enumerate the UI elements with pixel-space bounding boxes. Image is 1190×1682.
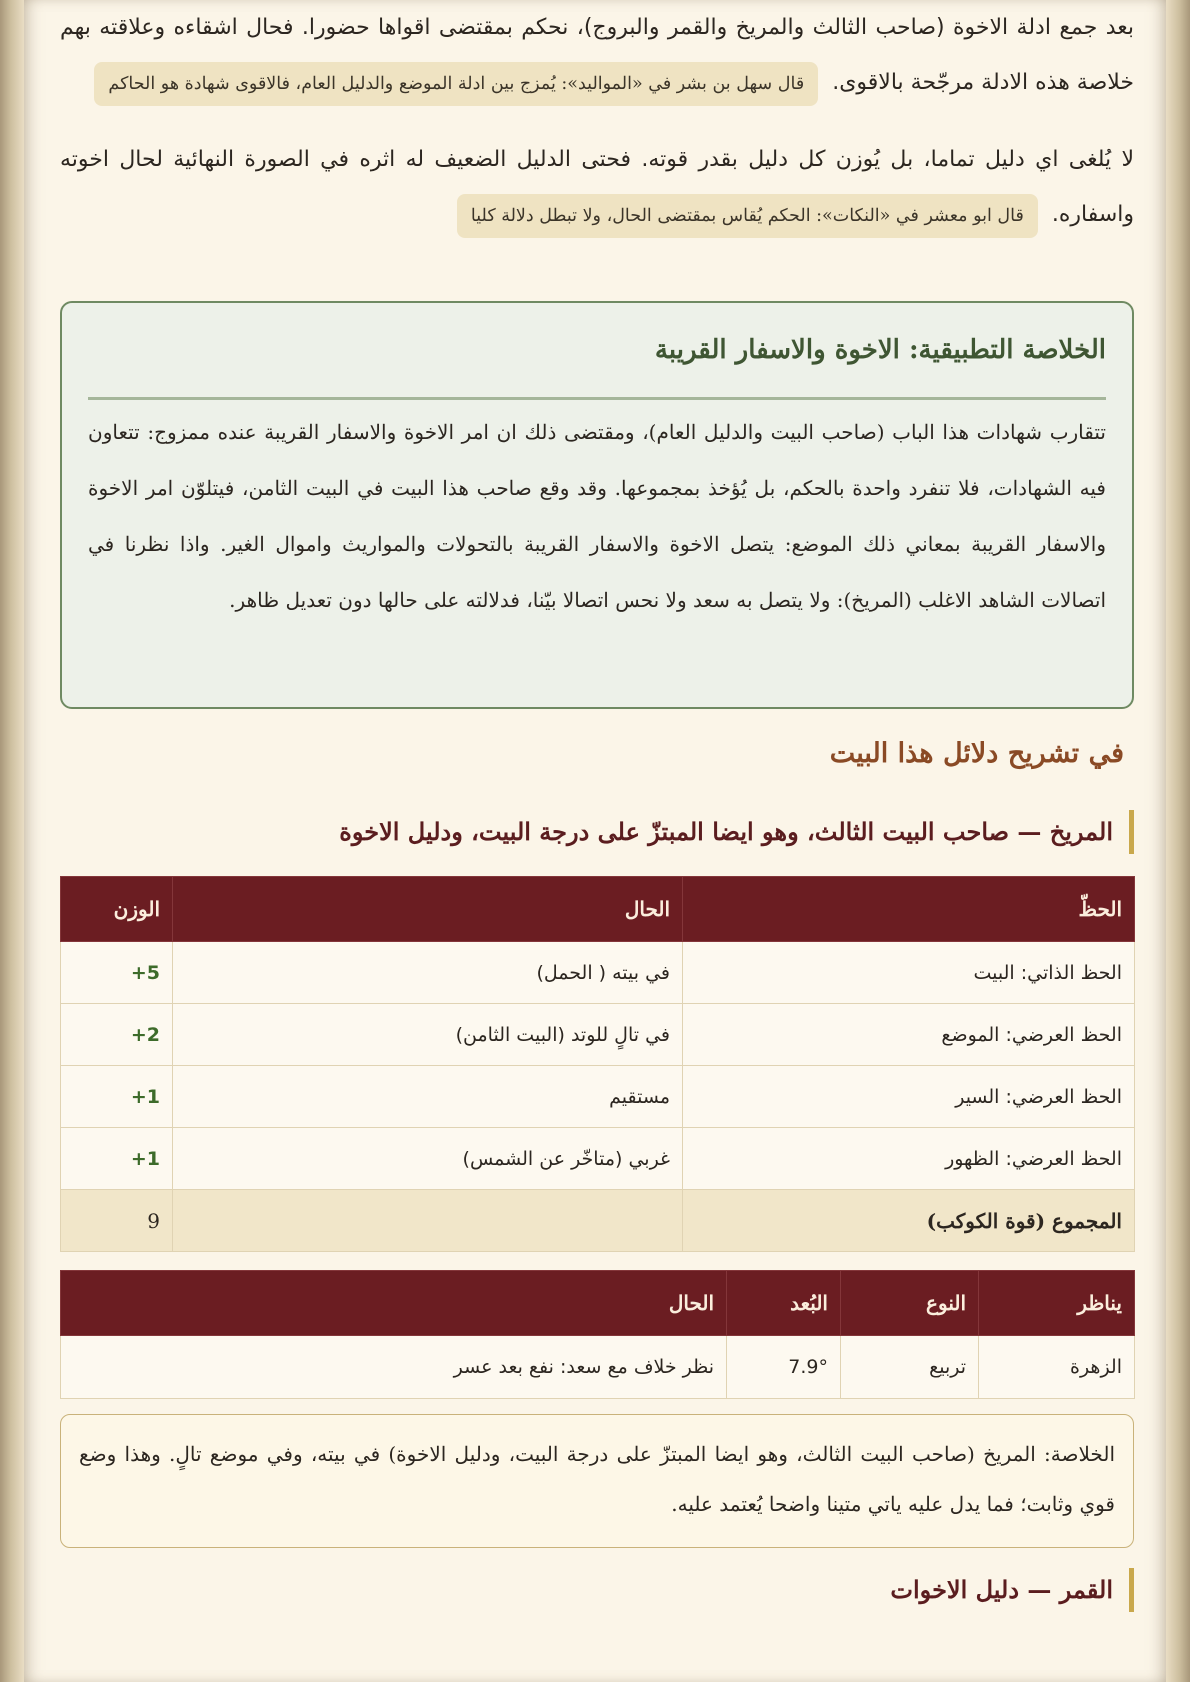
table-row (61, 1336, 1135, 1399)
col-header-aspect-type: النوع (841, 1271, 979, 1336)
col-header-weight: الوزن (61, 877, 173, 942)
col-header-state: الحال (173, 877, 683, 942)
page-edge-right (1166, 0, 1190, 1682)
total-row (61, 1190, 1135, 1252)
summary-title: الخلاصة التطبيقية: الاخوة والاسفار القريبة (654, 335, 1106, 365)
quote-sahl: قال سهل بن بشر في «المواليد»: يُمزج بين ادلة الموضع والدليل العام، فالاقوى شهادة هو الحاكم (94, 62, 818, 106)
dignity-state: مستقيم (173, 1066, 683, 1128)
dignity-weight: 2+ (61, 1004, 173, 1066)
quote-abu-mashar: قال ابو معشر في «النكات»: الحكم يُقاس بمقتضى الحال، ولا تبطل دلالة كليا (457, 194, 1038, 238)
page-content (60, 0, 1134, 1604)
dignity-state: غربي (متاخّر عن الشمس) (173, 1128, 683, 1190)
table-row (61, 1004, 1135, 1066)
summary-body: تتقارب شهادات هذا الباب (صاحب البيت والدليل العام)، ومقتضى ذلك ان امر الاخوة والاسفار القريبة عنده ممزوج: تتعاون فيه الشهادات، فلا تنفرد واحدة بالحكم، بل يُؤخذ بمجموعها. وقد وقع صاحب هذا البيت في البيت الثامن، فيتلوّن امر الاخوة والاسفار القريبة بمعاني ذلك الموضع: يتصل الاخوة والاسفار القريبة بالتحولات والمواريث واموال الغير. واذا نظرنا في اتصالات الشاهد الاغلب (المريخ): ولا يتصل به سعد ولا نحس اتصالا بيّنا، فدلالته على حالها دون تعديل ظاهر. (88, 420, 1106, 612)
moon-heading: القمر — دليل الاخوات (890, 1568, 1134, 1612)
dignity-name: الحظ الذاتي: البيت (683, 942, 1135, 1004)
applied-summary-box (60, 301, 1134, 709)
dignity-state: في تالٍ للوتد (البيت الثامن) (173, 1004, 683, 1066)
mars-strength-table (60, 876, 1135, 1252)
total-value: 9 (61, 1190, 173, 1252)
table-row (61, 1066, 1135, 1128)
intro-text-2: لا يُلغى اي دليل تماما، بل يُوزن كل دليل بقدر قوته. فحتى الدليل الضعيف له اثره في الصورة النهائية لحال اخوته واسفاره. (60, 147, 1134, 227)
strength-header-row (61, 877, 1135, 942)
table-row (61, 1128, 1135, 1190)
summary-divider (88, 397, 1106, 400)
col-header-orb: البُعد (727, 1271, 841, 1336)
book-page (24, 0, 1166, 1682)
dignity-name: الحظ العرضي: الموضع (683, 1004, 1135, 1066)
intro-paragraph-2 (60, 132, 1134, 244)
dignity-weight: 1+ (61, 1128, 173, 1190)
mars-heading: المريخ — صاحب البيت الثالث، وهو ايضا المبتزّ على درجة البيت، ودليل الاخوة (339, 810, 1134, 854)
col-header-aspected-planet: يناظر (979, 1271, 1135, 1336)
aspect-state: نظر خلاف مع سعد: نفع بعد عسر (61, 1336, 727, 1399)
col-header-dignity: الحظّ (683, 877, 1135, 942)
intro-paragraph-1 (60, 0, 1134, 112)
dignity-weight: 1+ (61, 1066, 173, 1128)
mars-aspect-table (60, 1270, 1135, 1399)
dignity-weight: 5+ (61, 942, 173, 1004)
col-header-aspect-state: الحال (61, 1271, 727, 1336)
total-empty-cell (173, 1190, 683, 1252)
dignity-name: الحظ العرضي: الظهور (683, 1128, 1135, 1190)
aspect-orb: 7.9° (727, 1336, 841, 1399)
dignity-state: في بيته ( الحمل) (173, 942, 683, 1004)
aspect-planet: الزهرة (979, 1336, 1135, 1399)
aspect-header-row (61, 1271, 1135, 1336)
dignity-name: الحظ العرضي: السير (683, 1066, 1135, 1128)
mars-conclusion-box: الخلاصة: المريخ (صاحب البيت الثالث، وهو ايضا المبتزّ على درجة البيت، ودليل الاخوة) في بيته، وفي موضع تالٍ. وهذا وضع قوي وثابت؛ فما يدل عليه ياتي متينا واضحا يُعتمد عليه. (60, 1414, 1134, 1548)
table-row (61, 942, 1135, 1004)
total-label: المجموع (قوة الكوكب) (683, 1190, 1135, 1252)
intro-text-1: بعد جمع ادلة الاخوة (صاحب الثالث والمريخ والقمر والبروج)، نحكم بمقتضى اقواها حضورا. فحال اشقاءه وعلاقته بهم خلاصة هذه الادلة مرجّحة بالاقوى. (60, 15, 1134, 95)
section-title: في تشريح دلائل هذا البيت (829, 738, 1124, 769)
page-edge-left (0, 0, 24, 1682)
aspect-type: تربيع (841, 1336, 979, 1399)
